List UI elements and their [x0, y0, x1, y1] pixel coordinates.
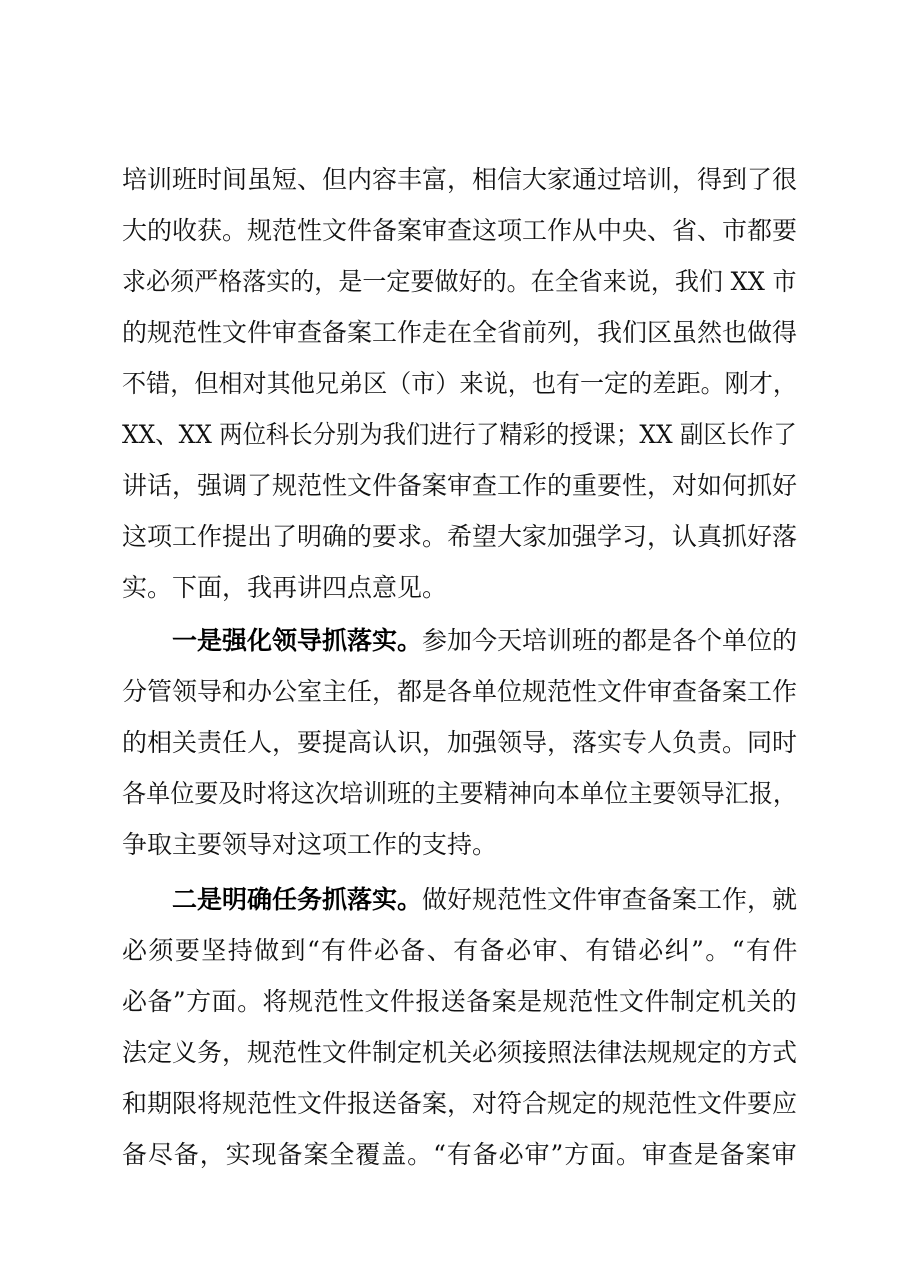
- line-text: 必备”方面。将规范性文件报送备案是规范性文件制定机关的: [122, 987, 798, 1016]
- line-text: 法定义务，规范性文件制定机关必须接照法律法规规定的方式: [122, 1038, 798, 1067]
- line-text: 的规范性文件审查备案工作走在全省前列，我们区虽然也做得: [122, 318, 798, 347]
- line-text: 求必须严格落实的，是一定要做好的。在全省来说，我们 XX 市: [122, 267, 797, 296]
- body-text-line: [0, 721, 909, 765]
- line-text: 实。下面，我再讲四点意见。: [122, 573, 448, 602]
- body-text-line: [0, 566, 909, 610]
- line-text: 争取主要领导对这项工作的支持。: [122, 830, 498, 859]
- line-text: 讲话，强调了规范性文件备案审查工作的重要性，对如何抓好: [122, 471, 798, 500]
- line-text: 这项工作提出了明确的要求。希望大家加强学习，认真抓好落: [122, 522, 798, 551]
- body-text-line: [0, 1133, 909, 1177]
- body-text-line: [0, 209, 909, 253]
- line-text: 的相关责任人，要提高认识，加强领导，落实专人负责。同时: [122, 728, 798, 757]
- line-text: 各单位要及时将这次培训班的主要精神向本单位主要领导汇报，: [122, 779, 798, 808]
- paragraph-first-line: [0, 878, 909, 922]
- body-text-line: [0, 980, 909, 1024]
- line-text: [172, 878, 797, 922]
- line-text: 备尽备，实现备案全覆盖。“有备必审”方面。审查是备案审: [122, 1140, 798, 1169]
- paragraph-lead-text: 参加今天培训班的都是各个单位的: [422, 626, 798, 655]
- body-text-line: [0, 1031, 909, 1075]
- line-text: [172, 619, 797, 663]
- body-text-line: [0, 929, 909, 973]
- body-text-line: [0, 772, 909, 816]
- line-text: 必须要坚持做到“有件必备、有备必审、有错必纠”。“有件: [122, 936, 799, 965]
- line-text: XX、XX 两位科长分别为我们进行了精彩的授课；XX 副区长作了: [122, 420, 797, 449]
- body-text-line: [0, 362, 909, 406]
- paragraph-lead-text: 做好规范性文件审查备案工作，就: [422, 885, 798, 914]
- line-text: 培训班时间虽短、但内容丰富，相信大家通过培训，得到了很: [122, 165, 798, 194]
- paragraph-lead-heading: 二是明确任务抓落实。: [172, 885, 423, 914]
- body-text-line: [0, 823, 909, 867]
- paragraph-first-line: [0, 619, 909, 663]
- body-text-line: [0, 260, 909, 304]
- line-text: 分管领导和办公室主任，都是各单位规范性文件审查备案工作: [122, 677, 798, 706]
- body-text-line: [0, 464, 909, 508]
- body-text-line: [0, 413, 909, 457]
- body-text-line: [0, 1082, 909, 1126]
- line-text: 大的收获。规范性文件备案审查这项工作从中央、省、市都要: [122, 216, 798, 245]
- paragraph-lead-heading: 一是强化领导抓落实。: [172, 626, 423, 655]
- body-text-line: [0, 158, 909, 202]
- line-text: 和期限将规范性文件报送备案，对符合规定的规范性文件要应: [122, 1089, 798, 1118]
- line-text: 不错，但相对其他兄弟区（市）来说，也有一定的差距。刚才，: [122, 369, 798, 398]
- body-text-line: [0, 311, 909, 355]
- body-text-line: [0, 670, 909, 714]
- body-text-line: [0, 515, 909, 559]
